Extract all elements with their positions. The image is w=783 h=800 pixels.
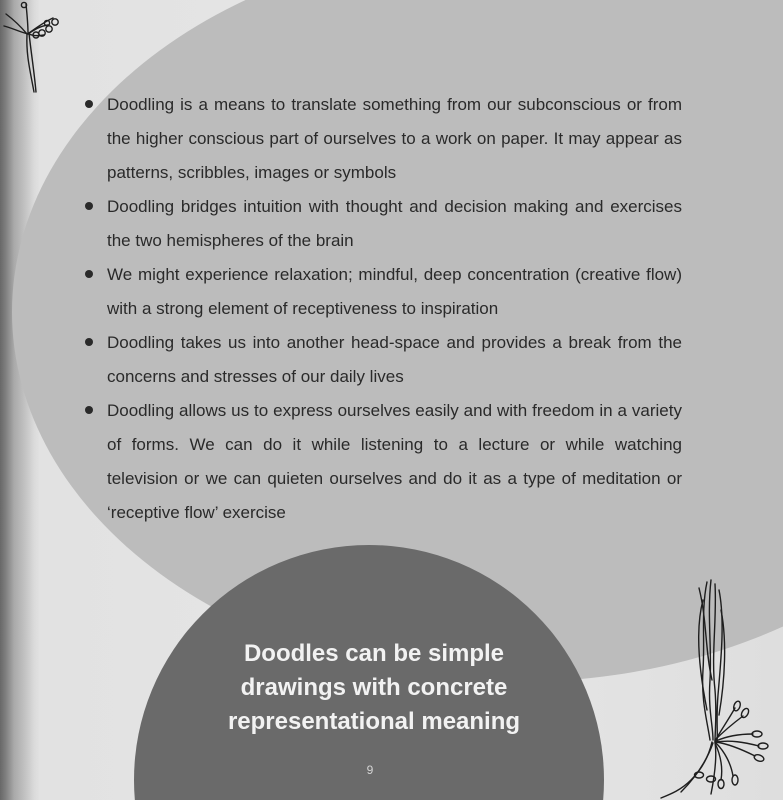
bullet-item xyxy=(82,190,682,258)
bullet-text: Doodling allows us to express ourselves easily and with freedom in a variety of forms. We can do it while listening to a lecture or while watching television or we can quieten ourselves and do it as a type of meditation or ‘receptive flow’ exercise xyxy=(107,401,682,522)
bullet-dot-icon xyxy=(85,270,93,278)
bullet-item xyxy=(82,326,682,394)
bullet-dot-icon xyxy=(85,406,93,414)
bullet-dot-icon xyxy=(85,202,93,210)
bullet-list xyxy=(82,88,682,530)
bullet-text: We might experience relaxation; mindful, deep concentration (creative flow) with a strong element of receptiveness to inspiration xyxy=(107,265,682,318)
bullet-dot-icon xyxy=(85,100,93,108)
bullet-text: Doodling takes us into another head-space and provides a break from the concerns and stresses of our daily lives xyxy=(107,333,682,386)
bullet-text: Doodling is a means to translate something from our subconscious or from the higher conscious part of ourselves to a work on paper. It may appear as patterns, scribbles, images or symbols xyxy=(107,95,682,182)
root-doodle-icon xyxy=(655,580,783,800)
flower-doodle-icon xyxy=(0,0,70,95)
page-number: 9 xyxy=(366,763,374,777)
bullet-text: Doodling bridges intuition with thought and decision making and exercises the two hemispheres of the brain xyxy=(107,197,682,250)
bullet-item xyxy=(82,394,682,530)
bullet-item xyxy=(82,88,682,190)
callout-text: Doodles can be simple drawings with concrete representational meaning xyxy=(227,640,521,735)
bullet-dot-icon xyxy=(85,338,93,346)
bullet-item xyxy=(82,258,682,326)
